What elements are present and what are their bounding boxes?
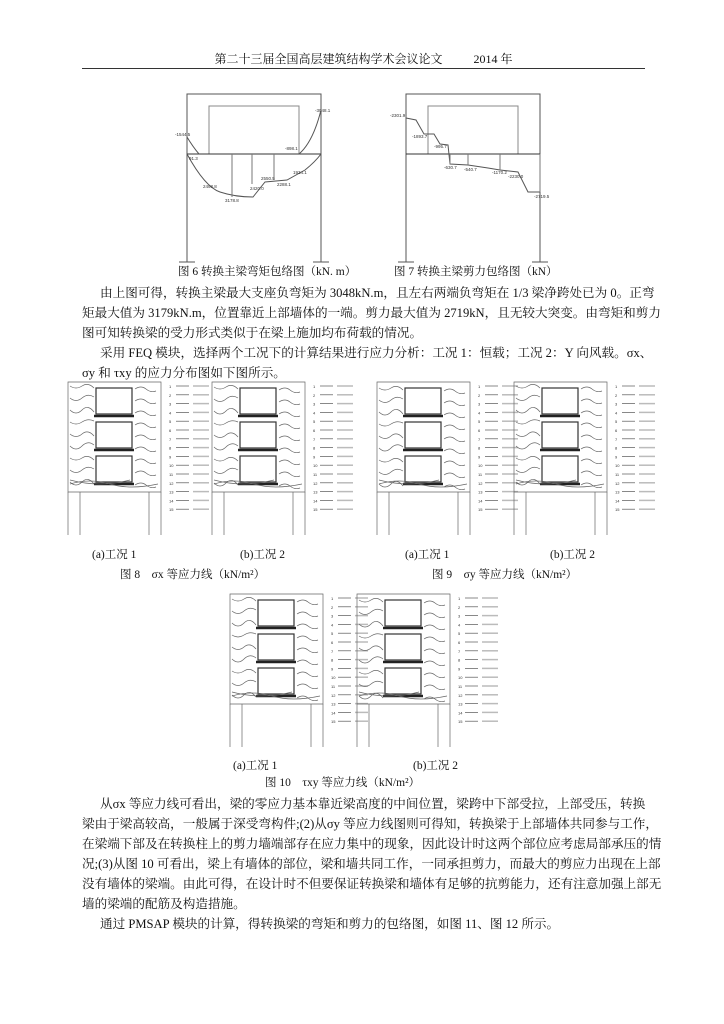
legend-index: 9 (313, 454, 316, 460)
legend-index: 1 (478, 384, 481, 389)
wall-opening (240, 422, 276, 448)
wall-opening (96, 388, 132, 414)
figure-8a-sigma-x-case1 (66, 380, 216, 538)
legend-index: 4 (478, 410, 481, 416)
legend-index: 4 (169, 410, 172, 416)
legend-index: 8 (313, 445, 316, 451)
figure-10a-tau-xy-case1 (228, 592, 368, 750)
legend-index: 12 (169, 480, 174, 486)
contour-line (214, 396, 300, 404)
legend-index: 9 (478, 454, 481, 460)
shear-label: -995.7 (434, 144, 447, 149)
wall-opening (240, 456, 276, 482)
figure-8b-label: (b)工况 2 (240, 549, 286, 561)
structure-outline (68, 382, 161, 492)
legend-index: 12 (458, 692, 463, 698)
legend-index: 4 (331, 622, 334, 628)
figure-7-shear-envelope (388, 92, 558, 264)
wall-opening (385, 668, 421, 694)
legend-index: 5 (458, 631, 461, 637)
legend-index: 11 (169, 472, 174, 477)
contour-line (70, 420, 156, 428)
legend-index: 6 (169, 428, 172, 433)
contour-line (70, 456, 156, 463)
legend-index: 3 (458, 613, 461, 619)
legend-index: 13 (313, 489, 318, 495)
legend-index: 15 (313, 507, 318, 513)
legend-index: 14 (169, 498, 174, 504)
legend-index: 11 (615, 472, 620, 477)
wall-opening (542, 422, 578, 448)
contour-line (232, 608, 318, 616)
wall-opening (405, 456, 441, 482)
legend-index: 2 (169, 392, 172, 398)
shear-label: -2230.0 (508, 174, 524, 179)
legend-index: 14 (313, 498, 318, 504)
legend-index: 2 (458, 604, 461, 610)
paragraph-4-line: 通过 PMSAP 模块的计算，得转换梁的弯矩和剪力的包络图，如图 11、图 12 所示。 (100, 917, 560, 931)
contour-line (379, 458, 465, 465)
shear-label: -540.7 (464, 167, 477, 172)
contour-line (214, 385, 300, 392)
figure-6-moment-envelope (175, 92, 335, 264)
legend-index: 10 (313, 463, 318, 469)
contour-line (70, 432, 156, 440)
wall-opening (385, 634, 421, 660)
legend-index: 7 (331, 648, 334, 654)
legend-index: 9 (615, 454, 618, 460)
legend-index: 9 (169, 454, 172, 460)
legend-index: 8 (169, 445, 172, 451)
figure-10a-label: (a)工况 1 (233, 760, 278, 772)
moment-label: -3048.1 (315, 108, 331, 113)
legend-index: 7 (458, 648, 461, 654)
legend-index: 1 (169, 384, 172, 389)
contour-line (232, 597, 318, 604)
legend-index: 6 (478, 428, 481, 433)
moment-label: 3178.8 (225, 198, 239, 203)
legend-index: 7 (313, 436, 316, 442)
legend-index: 7 (478, 436, 481, 442)
structure-outline (514, 382, 607, 492)
legend-index: 11 (478, 472, 483, 477)
legend-index: 10 (331, 675, 336, 681)
legend-index: 1 (331, 596, 334, 601)
shear-label: -2719.5 (534, 194, 550, 199)
moment-label: 2420.0 (250, 186, 264, 191)
legend-index: 13 (169, 489, 174, 495)
moment-label: 2550.5 (261, 176, 275, 181)
legend-index: 5 (169, 419, 172, 425)
contour-line (359, 634, 445, 642)
contour-line (70, 395, 156, 403)
legend-index: 3 (331, 613, 334, 619)
figure-8b-sigma-x-case2 (210, 380, 360, 538)
wall-opening (258, 668, 294, 694)
figure-10b-tau-xy-case2 (355, 592, 505, 750)
figure-6-caption: 图 6 转换主梁弯矩包络图（kN. m） (178, 266, 357, 278)
legend-index: 6 (331, 640, 334, 645)
wall-opening (258, 634, 294, 660)
legend-index: 6 (313, 428, 316, 433)
shear-label: -1170.2 (492, 170, 507, 175)
contour-line (214, 457, 300, 464)
legend-index: 10 (615, 463, 620, 469)
contour-line (359, 609, 445, 617)
contour-line (379, 469, 465, 477)
wall-opening (385, 600, 421, 626)
figure-7-caption: 图 7 转换主梁剪力包络图（kN） (394, 266, 558, 278)
shear-label: -2301.9 (390, 113, 406, 118)
paragraph-1-line: 矩最大值为 3179kN.m，位置靠近上部墙体的一端。剪力最大值为 2719kN，且无较大突变。由弯矩和剪力 (82, 306, 661, 320)
figure-8-caption: 图 8 σx 等应力线（kN/m²） (120, 569, 266, 581)
contour-line (70, 467, 156, 475)
legend-index: 15 (331, 719, 336, 725)
column (514, 492, 607, 535)
figure-9b-sigma-y-case2 (512, 380, 662, 538)
legend-index: 9 (458, 666, 461, 672)
contour-line (516, 395, 602, 403)
contour-line (379, 397, 465, 405)
legend-index: 1 (313, 384, 316, 389)
legend-index: 8 (331, 657, 334, 663)
paragraph-3-line: 在梁端下部及在转换柱上的剪力墙端部存在应力集中的现象，因此设计时这两个部位应考虑局部承压的情 (82, 837, 662, 851)
column (212, 492, 305, 535)
moment-label: -898.1 (285, 146, 298, 151)
legend-index: 5 (615, 419, 618, 425)
structure-outline (212, 382, 305, 492)
legend-index: 11 (458, 684, 463, 689)
figure-9b-label: (b)工况 2 (550, 549, 596, 561)
legend-index: 4 (615, 410, 618, 416)
wall-opening (258, 600, 294, 626)
legend-index: 13 (615, 489, 620, 495)
contour-line (232, 645, 318, 653)
legend-index: 14 (331, 710, 336, 716)
legend-index: 13 (458, 701, 463, 707)
figure-9a-label: (a)工况 1 (405, 549, 450, 561)
figure-10b-label: (b)工况 2 (413, 760, 459, 772)
contour-line (516, 467, 602, 475)
contour-line (516, 456, 602, 463)
year: 2014 年 (473, 52, 513, 66)
legend-index: 15 (458, 719, 463, 725)
legend-index: 4 (313, 410, 316, 416)
legend-index: 11 (313, 472, 318, 477)
paragraph-3-line: 况;(3)从图 10 可看出，梁上有墙体的部位，梁和墙共同工作，一同承担剪力，而最大的剪应力出现在上部 (82, 857, 661, 871)
wall-opening (240, 388, 276, 414)
moment-label: 91.3 (189, 156, 198, 161)
paragraph-3-line: 墙的梁端的配筋及构造措施。 (82, 897, 246, 911)
running-header (82, 50, 645, 69)
paragraph-3-line: 梁由于梁高较高，一般属于深受弯构件;(2)从σy 等应力线图则可得知，转换梁于上部墙体共同参与工作， (82, 817, 658, 831)
legend-index: 7 (169, 436, 172, 442)
legend-index: 2 (331, 604, 334, 610)
frame (179, 94, 329, 262)
legend-index: 10 (478, 463, 483, 469)
legend-index: 2 (313, 392, 316, 398)
figure-8a-label: (a)工况 1 (92, 549, 137, 561)
paragraph-1-line: 图可知转换梁的受力形式类似于在梁上施加均布荷载的情况。 (82, 326, 423, 340)
legend-index: 10 (458, 675, 463, 681)
figure-10-caption: 图 10 τxy 等应力线（kN/m²） (265, 777, 421, 789)
contour-line (379, 434, 465, 442)
legend-index: 3 (169, 401, 172, 407)
legend-index: 3 (313, 401, 316, 407)
legend-index: 3 (478, 401, 481, 407)
contour-line (214, 468, 300, 476)
legend-index: 9 (331, 666, 334, 672)
column (230, 704, 323, 747)
legend-index: 7 (615, 436, 618, 442)
wall-opening (405, 422, 441, 448)
contour-line (516, 420, 602, 428)
legend-index: 13 (478, 489, 483, 495)
legend-index: 14 (478, 498, 483, 504)
wall-opening (542, 456, 578, 482)
wall-opening (542, 388, 578, 414)
legend-index: 6 (458, 640, 461, 645)
contour-line (516, 432, 602, 440)
column (357, 704, 450, 747)
legend-index: 5 (478, 419, 481, 425)
moment-label: 2498.8 (203, 184, 217, 189)
contour-line (359, 670, 445, 677)
shear-label: -1893.7 (412, 134, 428, 139)
shear-curve (406, 118, 540, 192)
wall-opening (405, 388, 441, 414)
legend-index: 6 (615, 428, 618, 433)
legend-index: 3 (615, 401, 618, 407)
legend-index: 12 (478, 480, 483, 486)
legend-index: 12 (615, 480, 620, 486)
contour-line (214, 433, 300, 441)
legend-index: 2 (615, 392, 618, 398)
contour-line (232, 669, 318, 676)
legend-index: 1 (458, 596, 461, 601)
legend-index: 15 (615, 507, 620, 513)
moment-label: 2288.1 (277, 182, 291, 187)
moment-label: -1544.5 (175, 132, 191, 137)
legend-index: 5 (331, 631, 334, 637)
legend-index: 8 (478, 445, 481, 451)
legend-index: 12 (331, 692, 336, 698)
legend-index: 14 (615, 498, 620, 504)
figure-9-caption: 图 9 σy 等应力线（kN/m²） (432, 569, 578, 581)
contour-line (232, 680, 318, 688)
legend-index: 13 (331, 701, 336, 707)
legend-index: 1 (615, 384, 618, 389)
contour-line (359, 681, 445, 689)
structure-outline (230, 594, 323, 704)
paragraph-1-line: 由上图可得，转换主梁最大支座负弯矩为 3048kN.m，且左右两端负弯矩在 1/3 梁净跨处已为 0。正弯 (100, 286, 655, 300)
paragraph-2-line: 采用 FEQ 模块，选择两个工况下的计算结果进行应力分析：工况 1：恒载；工况 2：Y 向风载。σx、 (100, 346, 653, 360)
legend-index: 11 (331, 684, 336, 689)
contour-line (359, 646, 445, 654)
legend-index: 14 (458, 710, 463, 716)
column (68, 492, 161, 535)
shear-label: -630.7 (444, 165, 457, 170)
legend-index: 5 (313, 419, 316, 425)
paragraph-3-line: 没有墙体的梁端。由此可得，在设计时不但要保证转换梁和墙体有足够的抗剪能力，还有注意加强上部无 (82, 877, 662, 891)
figure-9a-sigma-y-case1 (375, 380, 525, 538)
legend-index: 15 (478, 507, 483, 513)
legend-index: 8 (458, 657, 461, 663)
legend-index: 4 (458, 622, 461, 628)
legend-index: 12 (313, 480, 318, 486)
column (377, 492, 470, 535)
contour-line (379, 422, 465, 430)
wall-opening (96, 456, 132, 482)
legend-index: 8 (615, 445, 618, 451)
legend-index: 10 (169, 463, 174, 469)
moment-label: 1934.1 (293, 170, 307, 175)
legend-index: 15 (169, 507, 174, 513)
frame (398, 94, 548, 262)
paragraph-2-line: σy 和 τxy 的应力分布图如下图所示。 (82, 366, 286, 380)
wall-opening (96, 422, 132, 448)
paragraph-3-line: 从σx 等应力线可看出，梁的零应力基本靠近梁高度的中间位置，梁跨中下部受拉，上部受压，转换 (100, 797, 646, 811)
conference-title: 第二十三届全国高层建筑结构学术会议论文 (214, 52, 443, 66)
legend-index: 2 (478, 392, 481, 398)
